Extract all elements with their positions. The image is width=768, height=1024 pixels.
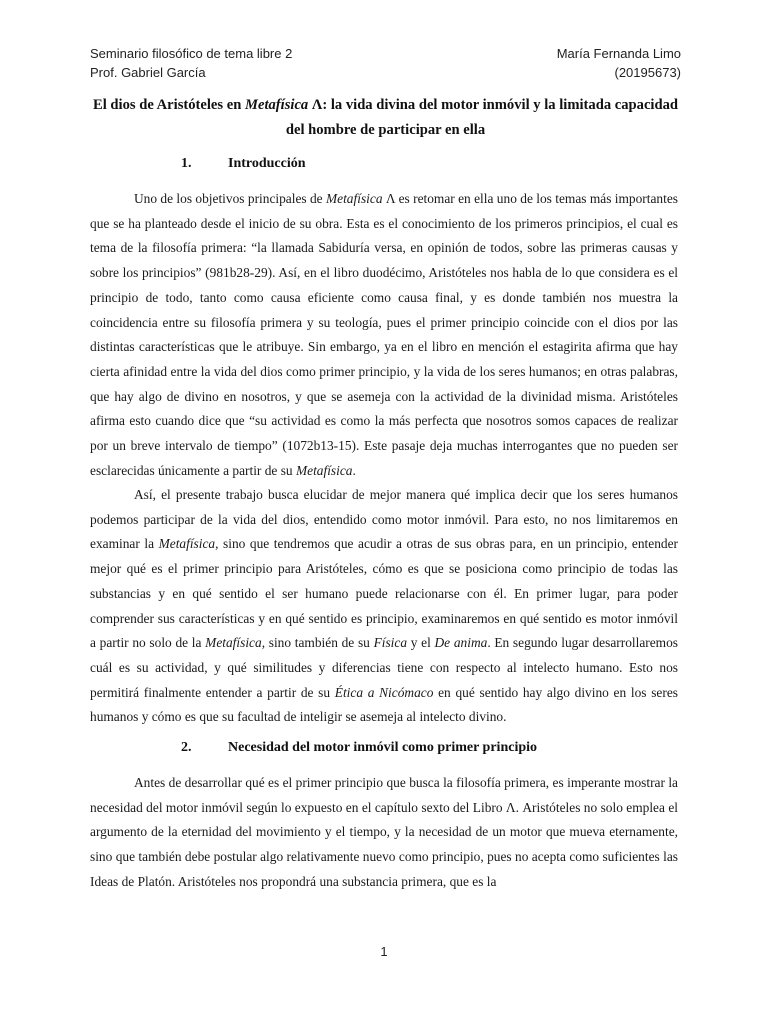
- student-id: (20195673): [614, 65, 681, 80]
- page-number: 1: [380, 944, 388, 959]
- author-name: María Fernanda Limo: [556, 46, 681, 61]
- section-title: Necesidad del motor inmóvil como primer principio: [228, 740, 538, 755]
- course-name: Seminario filosófico de tema libre 2: [90, 46, 293, 61]
- paragraph-section-2: Antes de desarrollar qué es el primer principio que busca la filosofía primera, es imperante mostrar la necesidad del motor inmóvil según lo expuesto en el capítulo sexto del Libro Λ. Aristóteles no solo emplea el argumento de la eternidad del movimiento y el tiempo, y la necesidad de un motor que mueva eternamente, sino que también debe postular algo relativamente nuevo como principio, pues no acepta como suficientes las Ideas de Platón. Aristóteles nos propondrá una substancia primera, que es la: [90, 775, 678, 889]
- page-header: [90, 44, 681, 82]
- section-number: 2.: [181, 740, 192, 755]
- section-heading-introduccion: [181, 156, 306, 172]
- document-title: El dios de Aristóteles en Metafísica Λ: la vida divina del motor inmóvil y la limitada capacidad del hombre de participar en ella: [92, 97, 679, 138]
- section-number: 1.: [181, 156, 192, 171]
- professor-name: Prof. Gabriel García: [90, 65, 206, 80]
- paragraph-intro-2: Así, el presente trabajo busca elucidar de mejor manera qué implica decir que los seres humanos podemos participar de la vida del dios, entendido como motor inmóvil. Para esto, no nos limitaremos en examinar la Metafísica, sino que tendremos que acudir a otras de sus obras para, en un principio, entender mejor qué es el primer principio para Aristóteles, cómo es que se posiciona como principio de todas las substancias y en qué sentido el ser humano puede relacionarse con él. En primer lugar, para poder comprender sus características y en qué sentido es principio, examinaremos en qué sentido es motor inmóvil a partir no solo de la Metafísica, sino también de su Física y el De anima. En segundo lugar desarrollaremos cuál es su actividad, y qué similitudes y diferencias tiene con respecto al intelecto humano. Esto nos permitirá finalmente entender a partir de su Ética a Nicómaco en qué sentido hay algo divino en los seres humanos y cómo es que su facultad de inteligir se asemeja al intelecto divino.: [90, 487, 678, 725]
- section-heading-motor-inmovil: [181, 740, 537, 756]
- section-title: Introducción: [228, 156, 306, 171]
- paragraph-intro-1: Uno de los objetivos principales de Metafísica Λ es retomar en ella uno de los temas más importantes que se ha planteado desde el inicio de su obra. Esta es el conocimiento de los primeros principios, el cual es tema de la filosofía primera: “la llamada Sabiduría versa, en opinión de todos, sobre las primeras causas y sobre los principios” (981b28-29). Así, en el libro duodécimo, Aristóteles nos habla de lo que considera es el principio de todo, tanto como causa eficiente como causa final, y es donde también nos muestra la coincidencia entre su filosofía primera y su teología, pues el primer principio coincide con el dios por las distintas características que le atribuye. Sin embargo, ya en el libro en mención el estagirita afirma que hay cierta afinidad entre la vida del dios como primer principio, y la vida de los seres humanos; en otras palabras, que hay algo de divino en nosotros, y que se asemeja con la actividad de la divinidad misma. Aristóteles afirma esto cuando dice que “su actividad es como la más perfecta que nosotros somos capaces de realizar por un breve intervalo de tiempo” (1072b13-15). Este pasaje deja muchas interrogantes que no pueden ser esclarecidas únicamente a partir de su Metafísica.: [90, 191, 678, 478]
